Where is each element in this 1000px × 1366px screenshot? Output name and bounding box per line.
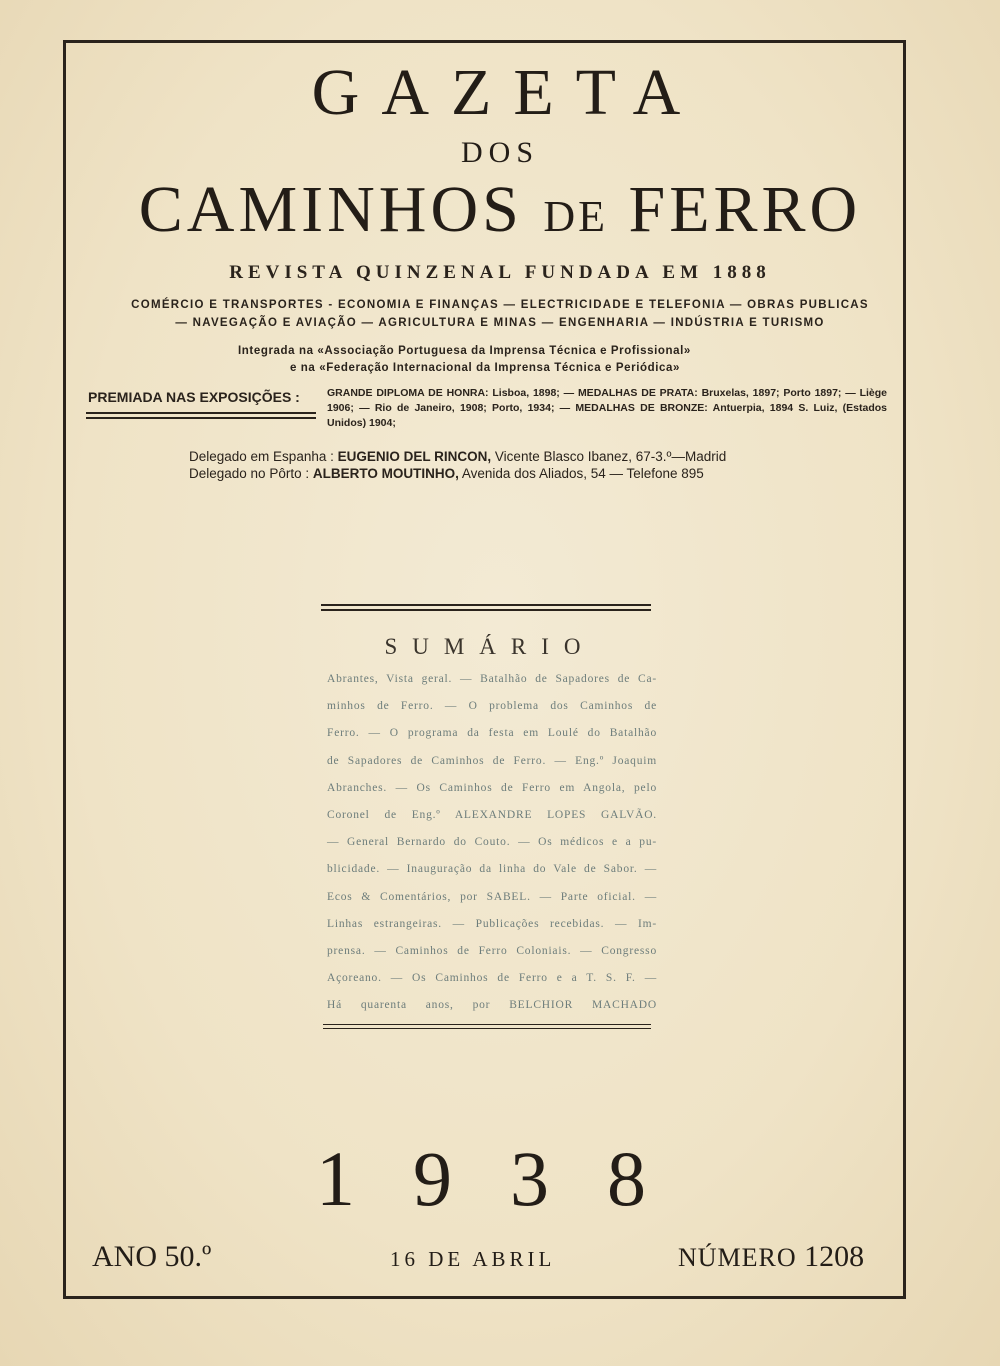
premiada-label: PREMIADA NAS EXPOSIÇÕES : [88, 389, 300, 405]
sumario-line: de Sapadores de Caminhos de Ferro. — Eng.º Joaquim [327, 754, 657, 767]
premiada-underline [86, 412, 316, 422]
sumario-line: Abranches. — Os Caminhos de Ferro em Angola, pelo [327, 781, 657, 794]
delegado-porto-name: ALBERTO MOUTINHO, [312, 466, 459, 481]
footer-ano: ANO 50.º [92, 1240, 212, 1273]
sumario-body [327, 666, 657, 1020]
sumario-top-rule [321, 604, 651, 614]
topics-line-1: COMÉRCIO E TRANSPORTES - ECONOMIA E FINANÇAS — ELECTRICIDADE E TELEFONIA — OBRAS PUBLICAS [131, 299, 869, 311]
masthead-dos: DOS [460, 136, 539, 169]
sumario-line: Linhas estrangeiras. — Publicações recebidas. — Im- [327, 917, 657, 930]
footer-numero-value: 1208 [804, 1240, 865, 1273]
sumario-bottom-rule [323, 1024, 651, 1032]
delegado-espanha-address: Vicente Blasco Ibanez, 67-3.º—Madrid [494, 449, 727, 464]
sumario-title: SUMÁRIO [384, 634, 596, 659]
awards-text: GRANDE DIPLOMA DE HONRA: Lisboa, 1898; — MEDALHAS DE PRATA: Bruxelas, 1897; Porto 1897; — Liège 1906; — Rio de Janeiro, 1908; Porto, 1934; — MEDALHAS DE BRONZE: Antuerpia, 1894 S. Luiz, (Estados Unidos) 1904; [327, 387, 887, 429]
delegado-porto-label: Delegado no Pôrto : [189, 466, 310, 481]
footer-numero-label: NÚMERO [678, 1243, 797, 1272]
sumario-line: Há quarenta anos, por BELCHIOR MACHADO [327, 999, 657, 1012]
footer-numero [678, 1240, 864, 1274]
integrada-line-2: e na «Federação Internacional da Imprensa Técnica e Periódica» [290, 362, 681, 374]
sumario-line: minhos de Ferro. — O problema dos Caminhos de [327, 700, 657, 713]
masthead-de: DE [543, 192, 608, 241]
sumario-line: Coronel de Eng.º ALEXANDRE LOPES GALVÃO. [327, 809, 657, 822]
sumario-line: prensa. — Caminhos de Ferro Coloniais. — Congresso [327, 945, 657, 958]
year: 1938 [316, 1135, 704, 1222]
sumario-line: Abrantes, Vista geral. — Batalhão de Sapadores de Ca- [327, 673, 657, 685]
sumario-line: — General Bernardo do Couto. — Os médicos e a pu- [327, 836, 657, 849]
sumario-line: blicidade. — Inauguração da linha do Vale de Sabor. — [327, 863, 657, 876]
sumario-line: Ferro. — O programa da festa em Loulé do Batalhão [327, 727, 657, 740]
masthead-gazeta: GAZETA [311, 56, 703, 129]
delegado-espanha [189, 449, 726, 464]
delegado-espanha-label: Delegado em Espanha : [189, 449, 334, 464]
delegado-porto [189, 466, 704, 481]
masthead-caminhos-de-ferro [0, 172, 1000, 248]
subtitle: REVISTA QUINZENAL FUNDADA EM 1888 [229, 262, 771, 283]
topics-line-2: — NAVEGAÇÃO E AVIAÇÃO — AGRICULTURA E MINAS — ENGENHARIA — INDÚSTRIA E TURISMO [175, 317, 825, 329]
masthead-ferro: FERRO [628, 173, 862, 246]
sumario-line: Açoreano. — Os Caminhos de Ferro e a T. S. F. — [327, 972, 657, 985]
footer-date: 16 DE ABRIL [390, 1247, 556, 1271]
masthead-caminhos: CAMINHOS [138, 173, 523, 246]
delegado-porto-address: Avenida dos Aliados, 54 — Telefone 895 [461, 466, 704, 481]
sumario-line: Ecos & Comentários, por SABEL. — Parte oficial. — [327, 890, 657, 903]
integrada-line-1: Integrada na «Associação Portuguesa da Imprensa Técnica e Profissional» [238, 345, 691, 357]
delegado-espanha-name: EUGENIO DEL RINCON, [337, 449, 492, 464]
